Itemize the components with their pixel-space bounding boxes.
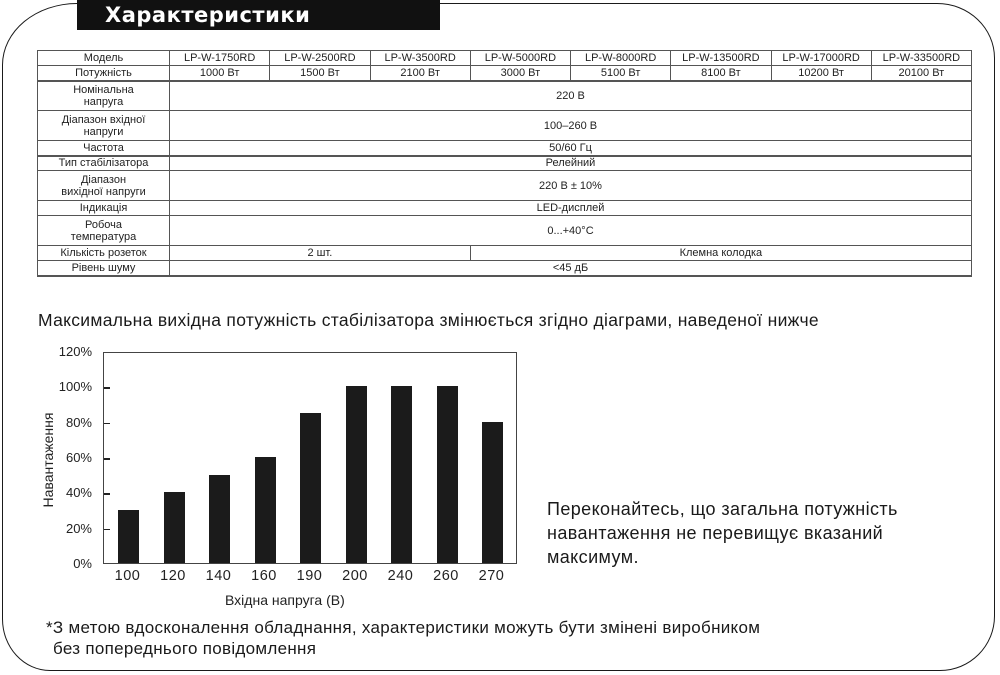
y-tick-mark [104,387,110,389]
x-tick-label: 260 [433,568,459,584]
bar-190 [300,413,321,563]
bar-240 [391,386,412,563]
footnote [46,617,760,659]
label-line: Діапазон [80,173,127,186]
row-label: Кількість розеток [38,246,170,261]
x-tick-label: 200 [342,568,368,584]
y-tick-mark [104,493,110,495]
table-row-indication [38,201,972,216]
y-tick-label: 100% [58,379,92,395]
value-cell: 100–260 В [170,111,972,141]
load-warning-note [547,497,987,569]
model-cell: LP-W-8000RD [571,51,671,66]
y-tick-label: 40% [65,485,92,501]
footnote-line: *З метою вдосконалення обладнання, характеристики можуть бути змінені виробником [46,618,761,637]
x-tick-label: 140 [205,568,232,584]
spec-table [37,50,972,277]
y-tick-mark [104,423,110,425]
power-cell: 3000 Вт [470,66,570,81]
label-line: Номінальна [73,83,134,96]
row-label: Індикація [38,201,170,216]
x-tick-label: 270 [478,568,505,584]
label-line: Діапазон вхідної [61,113,146,126]
y-tick-label: 20% [65,520,92,536]
plot-area [103,352,517,564]
value-cell: 0...+40°C [170,216,972,246]
table-row-noise [38,261,972,276]
label-line: температура [70,230,137,243]
bar-120 [164,492,185,563]
value-cell: Клемна колодка [470,246,971,261]
footnote-line: без попереднього повідомлення [53,639,317,658]
x-tick-label: 160 [251,568,277,584]
row-label [38,81,170,111]
label-line: напруга [83,95,124,108]
y-tick-mark [104,529,110,531]
note-line: Переконайтесь, що загальна потужність [547,499,898,519]
model-cell: LP-W-13500RD [671,51,771,66]
power-cell: 2100 Вт [370,66,470,81]
x-tick-label: 190 [296,568,323,584]
note-line: максимум. [547,547,639,567]
row-label: Модель [38,51,170,66]
table-row-power [38,66,972,81]
row-label [38,216,170,246]
y-tick-label: 80% [65,414,92,430]
row-label [38,171,170,201]
power-cell: 1500 Вт [270,66,370,81]
x-tick-label: 100 [114,568,141,584]
row-label: Рівень шуму [38,261,170,276]
bar-140 [209,475,230,563]
row-label: Частота [38,141,170,156]
power-cell: 5100 Вт [571,66,671,81]
x-axis-label: Вхідна напруга (В) [225,592,345,608]
chart-intro-text: Максимальна вихідна потужність стабілізатора змінюється згідно діаграми, наведеної нижче [38,310,819,330]
label-line: вихідної напруги [61,185,146,198]
value-cell: <45 дБ [170,261,972,276]
page-title: Характеристики [105,3,311,27]
value-cell: LED-дисплей [170,201,972,216]
row-label: Потужність [38,66,170,81]
model-cell: LP-W-33500RD [871,51,971,66]
y-tick-label: 60% [65,450,92,465]
bar-270 [482,422,503,563]
bar-200 [346,386,367,563]
value-cell: 2 шт. [170,246,471,261]
table-row-sockets [38,246,972,261]
table-row-temperature [38,216,972,246]
value-cell: 220 В ± 10% [170,171,972,201]
row-label [38,111,170,141]
model-cell: LP-W-1750RD [170,51,270,66]
label-line: напруги [83,125,124,138]
value-cell: 220 В [170,81,972,111]
note-line: навантаження не перевищує вказаний [547,523,884,543]
power-cell: 20100 Вт [871,66,971,81]
model-cell: LP-W-2500RD [270,51,370,66]
row-label: Тип стабілізатора [38,156,170,171]
load-chart [0,340,540,620]
x-tick-label: 240 [387,568,414,584]
table-row-input-range [38,111,972,141]
label-line: Робоча [85,218,122,231]
header-bar [77,0,440,30]
value-cell: 50/60 Гц [170,141,972,156]
y-tick-label: 0% [73,556,92,571]
power-cell: 1000 Вт [170,66,270,81]
table-row-nominal-voltage [38,81,972,111]
y-axis-label: Навантаження [40,412,56,508]
table-row-output-range [38,171,972,201]
value-cell: Релейний [170,156,972,171]
y-tick-mark [104,458,110,460]
table-row-model [38,51,972,66]
table-row-stabilizer-type [38,156,972,171]
table-row-frequency [38,141,972,156]
power-cell: 8100 Вт [671,66,771,81]
model-cell: LP-W-5000RD [470,51,570,66]
bar-100 [118,510,139,563]
y-tick-label: 120% [58,344,92,359]
power-cell: 10200 Вт [771,66,871,81]
model-cell: LP-W-17000RD [771,51,871,66]
bar-260 [437,386,458,563]
model-cell: LP-W-3500RD [370,51,470,66]
x-tick-label: 120 [160,568,186,584]
bar-160 [255,457,276,563]
